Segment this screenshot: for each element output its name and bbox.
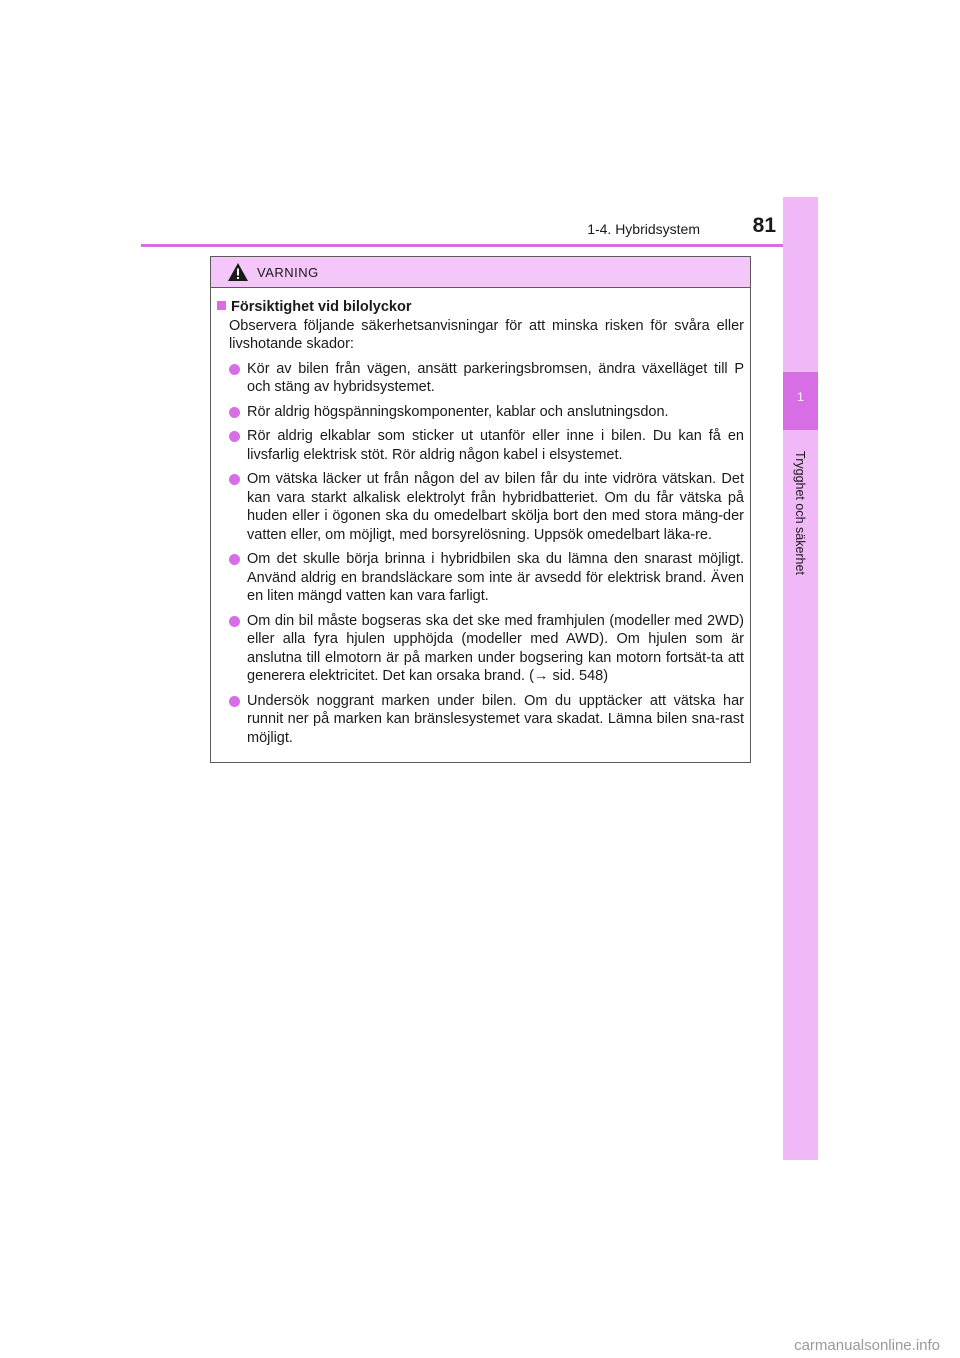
header-rule <box>141 244 818 247</box>
warning-intro: Observera följande säkerhetsanvisningar för att minska risken för svåra eller livshotande skador: <box>229 317 744 352</box>
list-item-text: Om vätska läcker ut från någon del av bilen får du inte vidröra vätskan. Det kan vara starkt alkalisk elektrolyt från hybridbatteriet. Om du får vätska på huden eller i ögonen ska du omedelbart skölja bort den med stora mäng-der vatten eller, om möjligt, med borsyrelösning. Uppsök omedelbart läka-re. <box>247 471 744 543</box>
list-item-text: Om det skulle börja brinna i hybridbilen ska du lämna den snarast möjligt. Använd aldrig en brandsläckare som inte är avsedd för elektrisk brand. Även en liten mängd vatten kan vara farligt. <box>247 551 744 604</box>
bullet-icon <box>229 431 240 442</box>
list-item <box>217 692 744 748</box>
list-item <box>217 427 744 464</box>
bullet-icon <box>229 616 240 627</box>
bullet-icon <box>229 474 240 485</box>
list-item-text: Rör aldrig högspänningskomponenter, kablar och anslutningsdon. <box>247 403 669 420</box>
warning-header <box>211 257 750 288</box>
list-item <box>217 403 744 422</box>
list-item-text: Om din bil måste bogseras ska det ske med framhjulen (modeller med 2WD) eller alla fyra hjulen upphöjda (modeller med AWD). Om hjulen som är anslutna till elmotorn är på marken under bogsering kan motorn fortsät-ta att generera elektricitet. Det kan orsaka brand. (→ sid. 548) <box>247 612 744 684</box>
warning-box <box>210 256 751 763</box>
chapter-number: 1 <box>797 390 804 404</box>
bullet-icon <box>229 407 240 418</box>
list-item <box>217 550 744 606</box>
bullet-icon <box>229 364 240 375</box>
warning-section-title: Försiktighet vid bilolyckor <box>231 299 412 315</box>
bullet-icon <box>229 696 240 707</box>
list-item-text: Kör av bilen från vägen, ansätt parkeringsbromsen, ändra växelläget till P och stäng av hybridsystemet. <box>247 360 744 395</box>
list-item <box>217 360 744 397</box>
bullet-icon <box>229 554 240 565</box>
list-item-text: Undersök noggrant marken under bilen. Om du upptäcker att vätska har runnit ner på marken kan bränslesystemet vara skadat. Lämna bilen sna-rast möjligt. <box>247 692 744 746</box>
section-title: 1-4. Hybridsystem <box>587 221 700 237</box>
chapter-title: Trygghet och säkerhet <box>793 451 807 575</box>
warning-body <box>211 288 750 747</box>
warning-triangle-icon <box>227 262 249 282</box>
list-item-text: Rör aldrig elkablar som sticker ut utanför eller inne i bilen. Du kan få en livsfarlig elektrisk stöt. Rör aldrig någon kabel i elsystemet. <box>247 428 744 463</box>
warning-section-heading <box>217 298 744 317</box>
page-number: 81 <box>752 214 776 237</box>
square-bullet-icon <box>217 301 226 310</box>
list-item <box>217 470 744 544</box>
watermark: carmanualsonline.info <box>794 1337 940 1354</box>
side-tab <box>783 197 818 1160</box>
warning-label: VARNING <box>257 264 319 280</box>
list-item <box>217 612 744 686</box>
